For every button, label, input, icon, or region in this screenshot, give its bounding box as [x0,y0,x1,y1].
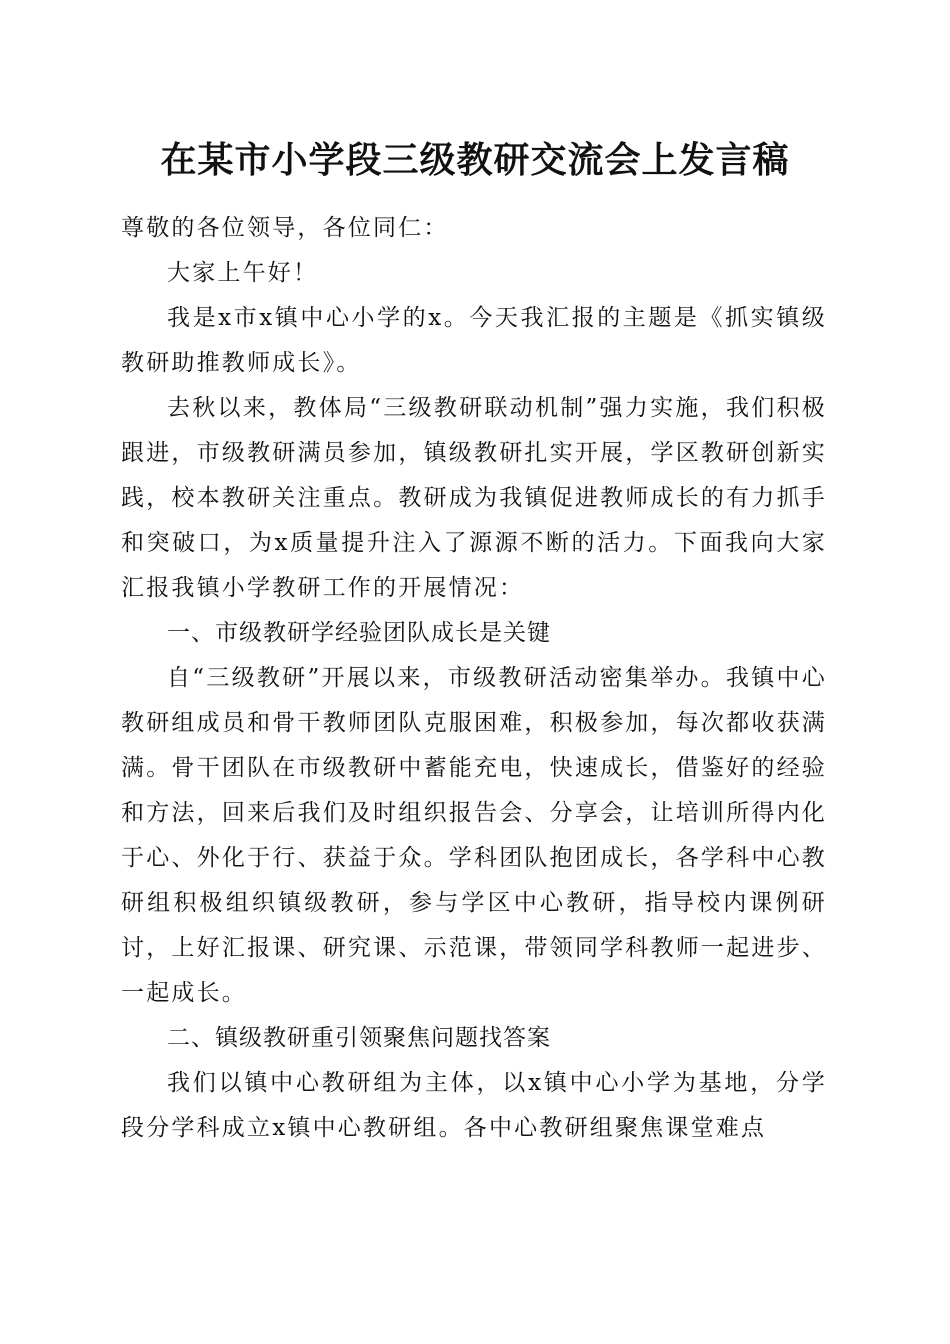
intro-paragraph: 我是x市x镇中心小学的x。今天我汇报的主题是《抓实镇级教研助推教师成长》。 [121,305,827,376]
section-heading-2: 二、镇级教研重引领聚焦问题找答案 [167,1025,551,1051]
section-heading-1: 一、市级教研学经验团队成长是关键 [167,620,551,646]
document-body [121,206,827,1151]
document-title: 在某市小学段三级教研交流会上发言稿 [160,139,790,181]
section-paragraph-2: 我们以镇中心教研组为主体，以x镇中心小学为基地，分学段分学科成立x镇中心教研组。各中心教研组聚焦课堂难点 [121,1070,827,1141]
greeting-paragraph: 大家上午好！ [167,260,319,286]
section-paragraph-1: 自“三级教研”开展以来，市级教研活动密集举办。我镇中心教研组成员和骨干教师团队克服困难，积极参加，每次都收获满满。骨干团队在市级教研中蓄能充电，快速成长，借鉴好的经验和方法，回来后我们及时组织报告会、分享会，让培训所得内化于心、外化于行、获益于众。学科团队抱团成长，各学科中心教研组积极组织镇级教研，参与学区中心教研，指导校内课例研讨，上好汇报课、研究课、示范课，带领同学科教师一起进步、一起成长。 [121,665,827,1006]
salutation: 尊敬的各位领导，各位同仁： [121,215,449,241]
background-paragraph: 去秋以来，教体局“三级教研联动机制”强力实施，我们积极跟进，市级教研满员参加，镇级教研扎实开展，学区教研创新实践，校本教研关注重点。教研成为我镇促进教师成长的有力抓手和突破口，为x质量提升注入了源源不断的活力。下面我向大家汇报我镇小学教研工作的开展情况： [121,395,827,601]
